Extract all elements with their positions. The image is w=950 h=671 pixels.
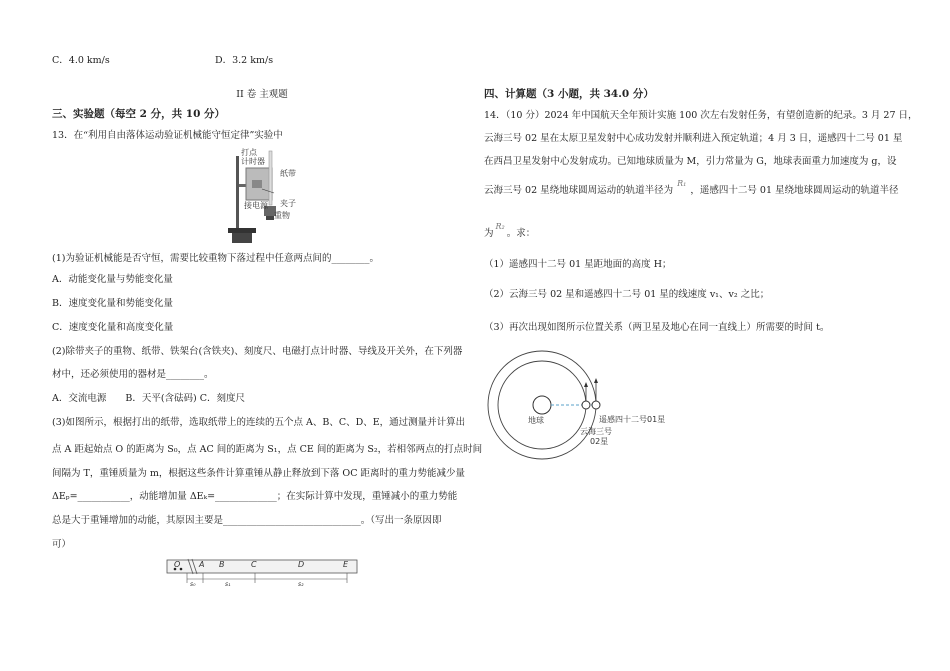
volume-title: II 卷 主观题 (236, 89, 288, 100)
sat-outer-label: 遥感四十二号01星 (599, 415, 666, 424)
q13-p3-line4: ΔEₚ=___________，动能增加量 ΔEₖ=_____________；在实际计算中发现，重锤减小的重力势能 (52, 491, 458, 502)
choice-c: C．4.0 km/s (52, 55, 110, 66)
q14-line5-pre: 为 (484, 228, 494, 239)
q14-line4-post: ，遥感四十二号 01 星绕地球圆周运动的轨道半径 (690, 185, 899, 196)
r2-symbol: R₂ (495, 222, 505, 231)
q13-p3-line5: 总是大于重锤增加的动能，其原因主要是_____________________________。（写出一条原因即 (52, 515, 442, 526)
r1-symbol: R₁ (677, 179, 687, 188)
q14-part2: （2）云海三号 02 星和遥感四十二号 01 星的线速度 v₁、v₂ 之比； (484, 289, 770, 300)
tape-point-b: B (219, 560, 225, 569)
q14-line3: 在西昌卫星发射中心发射成功。已知地球质量为 M，引力常量为 G，地球表面重力加速度为 g，设 (484, 156, 897, 167)
label-weight: 重物 (274, 211, 290, 220)
q14-line1: 14．（10 分）2024 年中国航天全年预计实施 100 次左右发射任务，有望创造新的纪录。3 月 27 日， (484, 110, 918, 121)
q13-intro: 13．在“利用自由落体运动验证机械能守恒定律”实验中 (52, 130, 283, 141)
apparatus-figure (222, 146, 322, 246)
q13-p1-option-c: C．速度变化量和高度变化量 (52, 322, 174, 333)
q13-p1-stem: (1)为验证机械能是否守恒，需要比较重物下落过程中任意两点间的________。 (52, 253, 379, 264)
paper-tape-figure (165, 557, 360, 587)
tape-point-o: O (174, 560, 181, 569)
q14-part3: （3）再次出现如图所示位置关系（两卫星及地心在同一直线上）所需要的时间 t。 (484, 322, 830, 333)
q13-p3-line1: (3)如图所示，根据打出的纸带，选取纸带上的连续的五个点 A、B、C、D、E，通过测量并计算出 (52, 417, 466, 428)
choice-d: D．3.2 km/s (215, 55, 274, 66)
tape-point-a: A (199, 560, 205, 569)
section-4-title: 四、计算题（3 小题，共 34.0 分） (484, 88, 654, 100)
tape-point-d: D (298, 560, 305, 569)
q13-p1-option-b: B．速度变化量和势能变化量 (52, 298, 173, 309)
q14-part1: （1）遥感四十二号 01 星距地面的高度 H； (484, 259, 672, 270)
q14-line2: 云海三号 02 星在太原卫星发射中心成功发射并顺利进入预定轨道；4 月 3 日，遥感四十二号 01 星 (484, 133, 903, 144)
label-power: 接电源 (244, 201, 268, 210)
sat-inner-label-1: 云海三号 (580, 427, 612, 436)
label-tape: 纸带 (280, 169, 296, 178)
tape-point-c: C (251, 560, 257, 569)
tape-s0: s₀ (190, 581, 196, 588)
sat-inner-label-2: 02星 (590, 437, 609, 446)
q13-p1-option-a: A．动能变化量与势能变化量 (52, 274, 173, 285)
tape-s1: s₁ (225, 581, 231, 588)
q13-p2-line2: 材中，还必须使用的器材是________。 (52, 369, 214, 380)
tape-s2: s₂ (298, 581, 304, 588)
q13-p2-options: A．交流电源 B．天平(含砝码) C．刻度尺 (52, 393, 246, 404)
q14-line4 (484, 179, 899, 196)
q13-p2-line1: (2)除带夹子的重物、纸带、铁架台(含铁夹)、刻度尺、电磁打点计时器、导线及开关外，在下列器 (52, 346, 463, 357)
label-timer-2: 计时器 (241, 157, 265, 166)
label-clip: 夹子 (280, 199, 296, 208)
q14-line4-pre: 云海三号 02 星绕地球圆周运动的轨道半径为 (484, 185, 674, 196)
q14-line5-post: 。求： (506, 228, 536, 239)
tape-point-e: E (343, 560, 349, 569)
q14-line5 (484, 222, 536, 239)
earth-label: 地球 (528, 416, 544, 425)
label-timer-1: 打点 (241, 148, 257, 157)
section-3-title: 三、实验题（每空 2 分，共 10 分） (52, 108, 226, 120)
q13-p3-line3: 间隔为 T，重锤质量为 m，根据这些条件计算重锤从静止释放到下落 OC 距离时的重力势能减少量 (52, 468, 465, 479)
q13-p3-line6: 可） (52, 539, 72, 550)
q13-p3-line2: 点 A 距起始点 O 的距离为 S₀，点 AC 间的距离为 S₁，点 CE 间的距离为 S₂，若相邻两点的打点时间 (52, 444, 483, 455)
orbit-diagram (482, 350, 722, 460)
